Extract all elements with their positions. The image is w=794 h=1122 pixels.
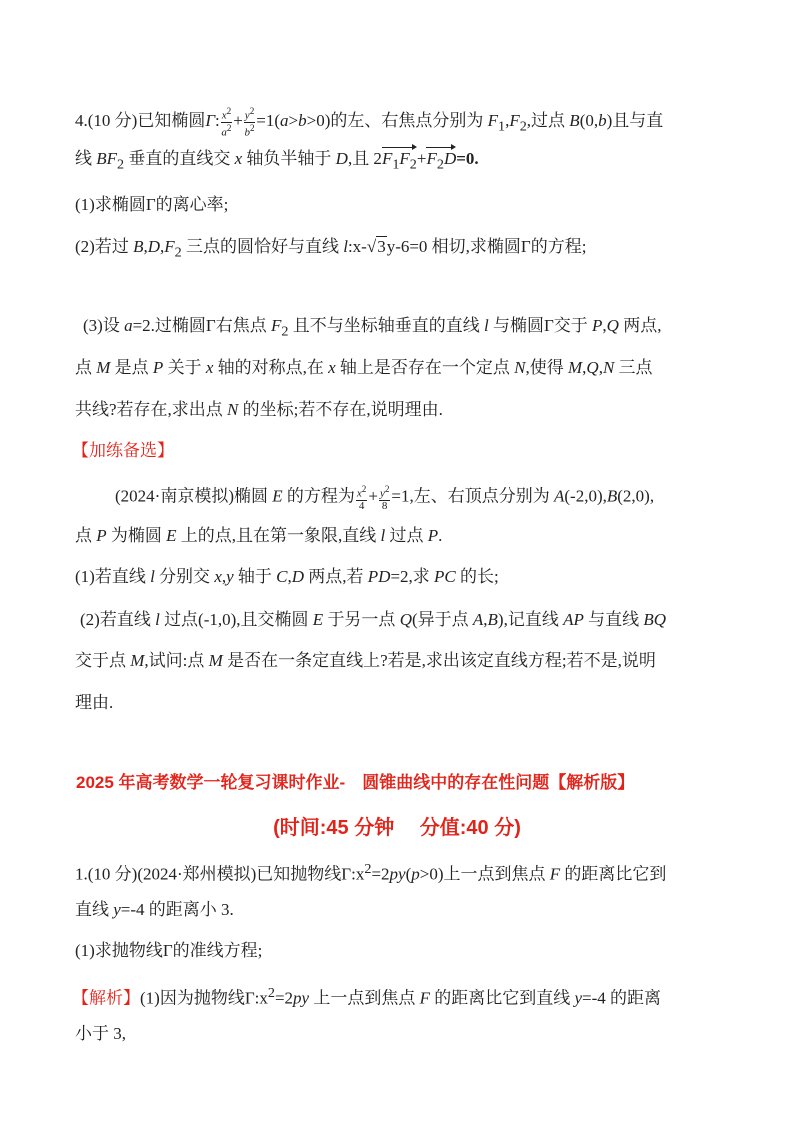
solution-tag: 【解析】 <box>72 988 140 1008</box>
vector-f2d: $F_2D$ <box>426 148 456 175</box>
q1-part-1: (1)求抛物线Γ的准线方程; <box>75 941 263 960</box>
extra-part-2-line-3: 理由. <box>75 693 114 712</box>
extra-part-2-line-2: 交于点 M,试问:点 M 是否在一条定直线上?若是,求出该定直线方程;若不是,说明 <box>75 651 656 670</box>
q4-part-2: (2)若过 $B,D,F_2$ 三点的圆恰好与直线 l:x-√3y-6=0 相切,求椭圆Γ的方程; <box>75 237 587 261</box>
q4-line-1: 4.(10 分)已知椭圆Γ: $\frac{x^2}{a^2}$ + $\frac{y^2}{b^2}$ =1(a>b>0)的左、右焦点分别为 $F_1,F_2$,过点 B(0,b)且与直 <box>75 106 664 139</box>
fraction-x2-a2: $\frac{x^2}{a^2}$ <box>221 106 232 139</box>
fraction-y2-b2: $\frac{y^2}{b^2}$ <box>244 106 255 139</box>
fraction-y2-8: $\frac{y^2}{8}$ <box>379 484 390 512</box>
q1-line-1: 1.(10 分)(2024·郑州模拟)已知抛物线$\Gamma:x^2=2py(p>0)$上一点到焦点 F 的距离比它到 <box>75 861 667 884</box>
fraction-x2-4: $\frac{x^2}{4}$ <box>356 484 367 512</box>
q1-solution-line-2: 小于 3, <box>75 1024 126 1043</box>
q4-part-3-line-3: 共线?若存在,求出点 N 的坐标;若不存在,说明理由. <box>75 400 443 419</box>
q4-line-2: 线 $BF_2$ 垂直的直线交 x 轴负半轴于 D,且 $2F_1F_2+F_2D=0$. <box>75 148 479 175</box>
q1-line-2: 直线 y=-4 的距离小 3. <box>75 900 234 919</box>
extra-line-1: (2024·南京模拟)椭圆 E 的方程为 $\frac{x^2}{4}$ + $\frac{y^2}{8}$ =1,左、右顶点分别为 A(-2,0),B(2,0), <box>115 484 655 512</box>
q4-part-3-line-2: 点 M 是点 P 关于 x 轴的对称点,在 x 轴上是否存在一个定点 N,使得 M,Q,N 三点 <box>75 358 653 377</box>
sqrt-3: √3 <box>366 237 386 256</box>
q4-part-3-line-1: (3)设 a=2.过椭圆Γ右焦点 $F_2$ 且不与坐标轴垂直的直线 l 与椭圆Γ交于 P,Q 两点, <box>83 316 662 340</box>
extra-line-2: 点 P 为椭圆 E 上的点,且在第一象限,直线 l 过点 P. <box>75 526 443 545</box>
extra-practice-tag: 【加练备选】 <box>72 441 174 460</box>
q1-solution-line-1: 【解析】(1)因为抛物线$\Gamma:x^2=2py$ 上一点到焦点 F 的距离比它到直线 y=-4 的距离 <box>72 985 662 1008</box>
vector-f1f2: $F_1F_2$ <box>382 148 417 175</box>
extra-part-1: (1)若直线 l 分别交 x,y 轴于 C,D 两点,若 PD=2,求 PC 的长; <box>75 567 499 586</box>
document-subtitle: (时间:45 分钟 分值:40 分) <box>273 817 521 839</box>
document-title: 2025 年高考数学一轮复习课时作业- 圆锥曲线中的存在性问题【解析版】 <box>76 773 635 792</box>
extra-part-2-line-1: (2)若直线 l 过点(-1,0),且交椭圆 E 于另一点 Q(异于点 A,B),记直线 AP 与直线 BQ <box>80 610 667 629</box>
q4-part-1: (1)求椭圆Γ的离心率; <box>75 195 229 214</box>
